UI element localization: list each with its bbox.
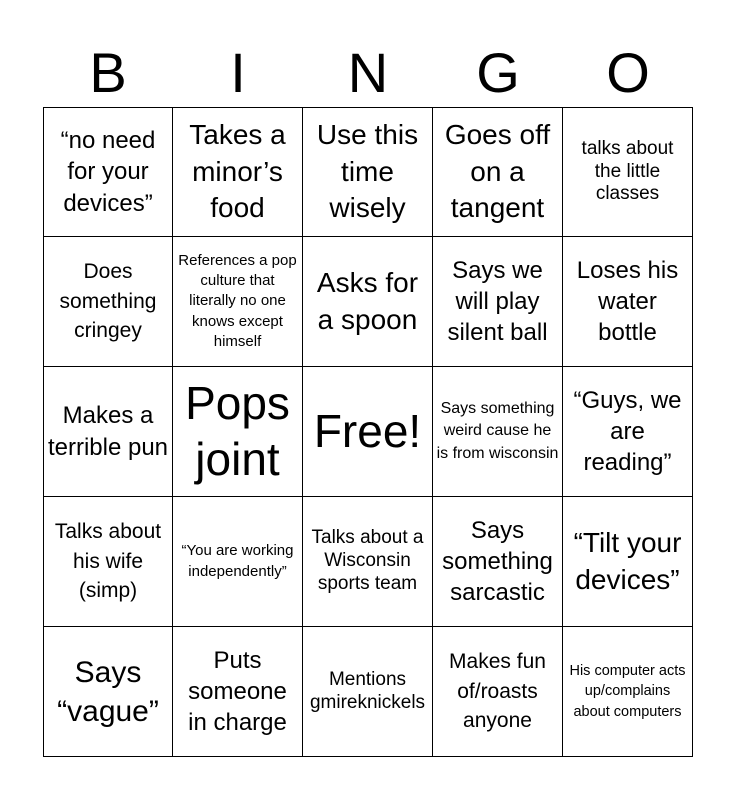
bingo-cell-r3-c5[interactable]: “Guys, we are reading” [563,367,693,497]
bingo-cell-r2-c3[interactable]: Asks for a spoon [303,237,433,367]
bingo-cell-r5-c3[interactable]: Mentions gmireknickels [303,627,433,757]
bingo-cell-r4-c5[interactable]: “Tilt your devices” [563,497,693,627]
header-letter-i: I [230,41,246,104]
bingo-cell-r4-c3[interactable]: Talks about a Wisconsin sports team [303,497,433,627]
bingo-cell-r1-c3[interactable]: Use this time wisely [303,107,433,237]
bingo-cell-r2-c4[interactable]: Says we will play silent ball [433,237,563,367]
bingo-cell-r4-c4[interactable]: Says something sarcastic [433,497,563,627]
header-letter-o: O [606,41,650,104]
bingo-cell-r2-c2[interactable]: References a pop culture that literally no one knows except himself [173,237,303,367]
bingo-cell-r5-c1[interactable]: Says “vague” [43,627,173,757]
bingo-cell-r3-c1[interactable]: Makes a terrible pun [43,367,173,497]
bingo-header [43,40,693,106]
bingo-cell-r4-c2[interactable]: “You are working independently” [173,497,303,627]
bingo-cell-r3-c2[interactable]: Pops joint [173,367,303,497]
bingo-cell-r5-c4[interactable]: Makes fun of/roasts anyone [433,627,563,757]
bingo-cell-r2-c1[interactable]: Does something cringey [43,237,173,367]
bingo-cell-r4-c1[interactable]: Talks about his wife (simp) [43,497,173,627]
bingo-cell-r5-c2[interactable]: Puts someone in charge [173,627,303,757]
bingo-board [43,107,693,757]
bingo-cell-r1-c1[interactable]: “no need for your devices” [43,107,173,237]
header-letter-g: G [476,41,520,104]
bingo-cell-r2-c5[interactable]: Loses his water bottle [563,237,693,367]
header-letter-b: B [89,41,127,104]
bingo-cell-r1-c5[interactable]: talks about the little classes [563,107,693,237]
bingo-cell-r1-c2[interactable]: Takes a minor’s food [173,107,303,237]
bingo-cell-r5-c5[interactable]: His computer acts up/complains about computers [563,627,693,757]
bingo-cell-r3-c3-free[interactable]: Free! [303,367,433,497]
bingo-cell-r3-c4[interactable]: Says something weird cause he is from wisconsin [433,367,563,497]
bingo-cell-r1-c4[interactable]: Goes off on a tangent [433,107,563,237]
header-letter-n: N [347,41,389,104]
